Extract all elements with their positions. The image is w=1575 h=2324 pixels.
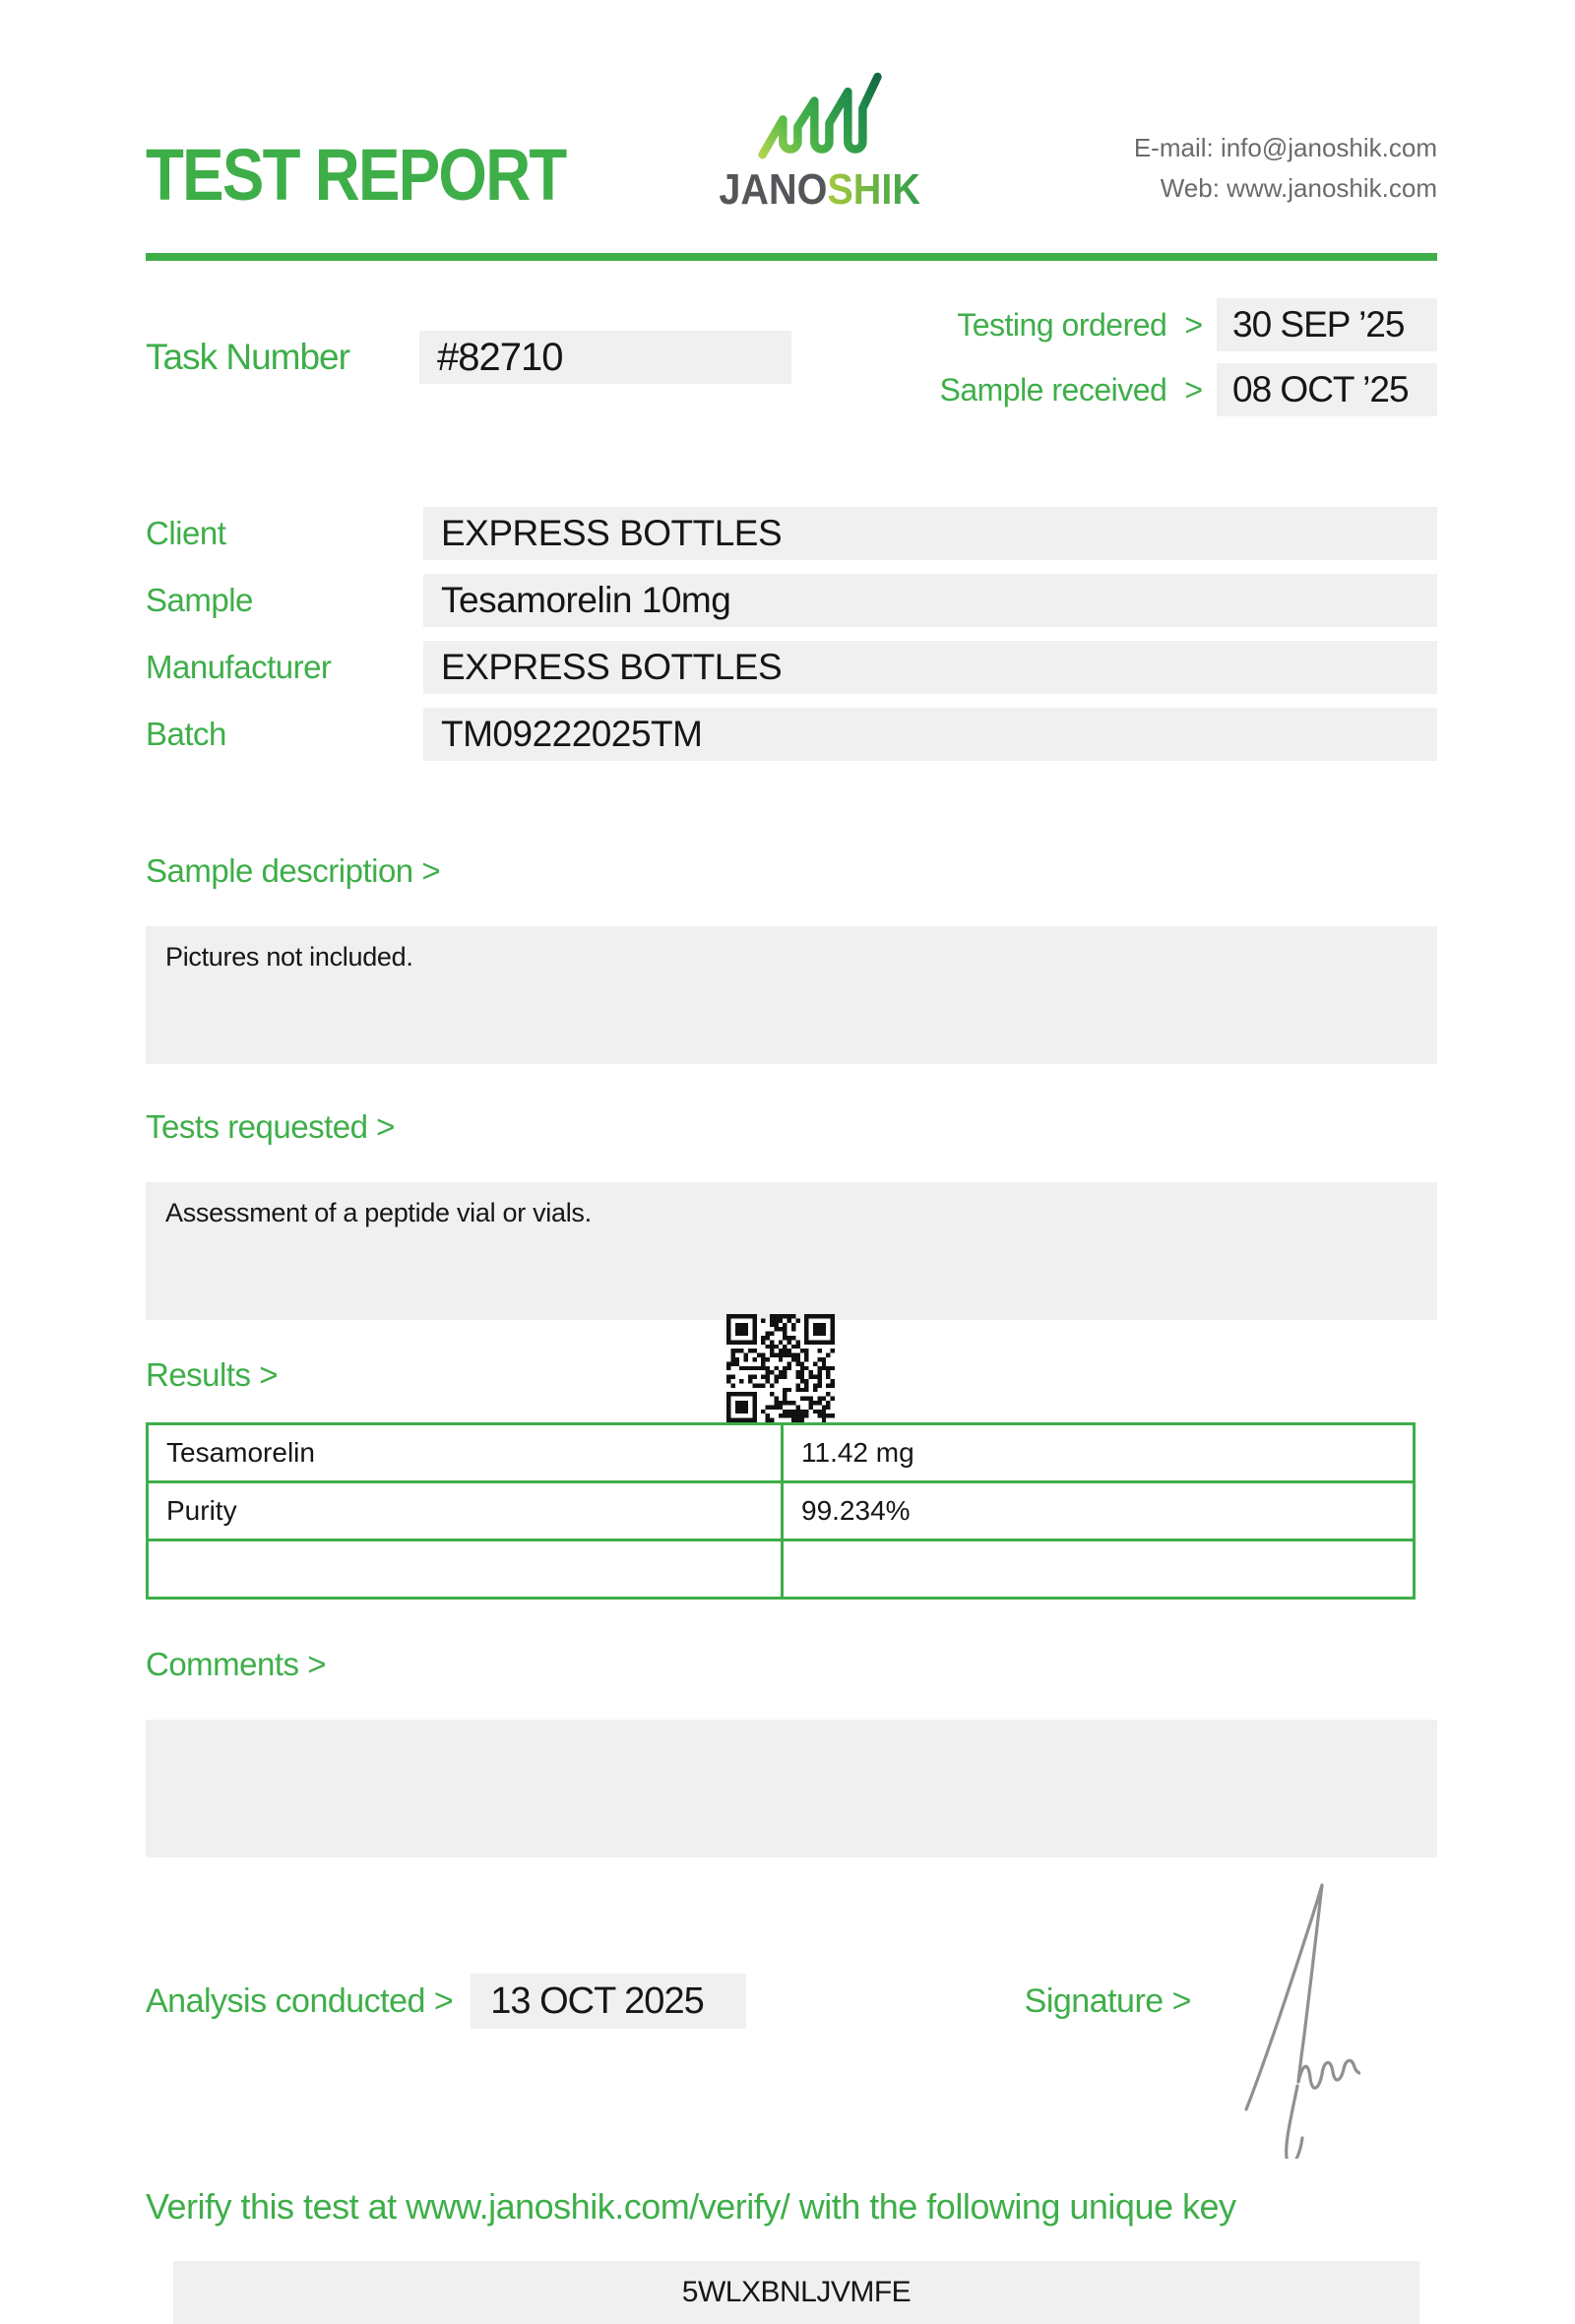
meta-row — [146, 298, 1437, 416]
result-value — [784, 1541, 1413, 1597]
tests-requested-heading: Tests requested > — [146, 1108, 395, 1145]
arrow-glyph: > — [1184, 371, 1203, 408]
sample-received-value: 08 OCT ’25 — [1217, 363, 1437, 416]
contact-info — [1134, 128, 1437, 212]
comments-heading: Comments > — [146, 1646, 326, 1682]
result-value: 11.42 mg — [801, 1437, 914, 1468]
comments-box — [146, 1720, 1437, 1857]
unique-key-value: 5WLXBNLJVMFE — [173, 2261, 1419, 2324]
sample-description-box: Pictures not included. — [146, 926, 1437, 1064]
report-header — [146, 59, 1437, 216]
header-divider — [146, 253, 1437, 261]
testing-ordered-label: Testing ordered — [957, 306, 1167, 343]
signature-label: Signature > — [1024, 1981, 1191, 2020]
dates-column — [939, 298, 1437, 416]
batch-value: TM09222025TM — [423, 708, 1437, 761]
logo-text-jano: JANO — [719, 165, 828, 214]
manufacturer-value: EXPRESS BOTTLES — [423, 641, 1437, 694]
detail-row-manufacturer — [146, 641, 1437, 694]
batch-label: Batch — [146, 716, 226, 752]
verify-instruction: Verify this test at www.janoshik.com/verify/ with the following unique key — [146, 2186, 1236, 2227]
detail-row-client — [146, 507, 1437, 560]
result-name — [149, 1541, 784, 1597]
detail-row-batch — [146, 708, 1437, 761]
result-name: Tesamorelin — [149, 1425, 784, 1480]
results-table — [146, 1422, 1416, 1600]
growth-chart-icon — [755, 71, 885, 164]
results-heading: Results > — [146, 1356, 278, 1393]
task-number-row — [146, 298, 791, 416]
manufacturer-label: Manufacturer — [146, 649, 332, 685]
contact-web: Web: www.janoshik.com — [1160, 172, 1437, 203]
sample-value: Tesamorelin 10mg — [423, 574, 1437, 627]
task-number-label: Task Number — [146, 337, 349, 377]
task-number-value: #82710 — [419, 331, 791, 384]
table-row — [149, 1425, 1413, 1483]
handwritten-signature — [1232, 1871, 1360, 2159]
sample-received-label: Sample received — [939, 371, 1167, 408]
analysis-conducted — [146, 1974, 746, 2029]
logo-wordmark — [719, 165, 921, 214]
sample-details — [146, 507, 1437, 761]
analysis-conducted-label: Analysis conducted > — [146, 1981, 454, 2020]
table-row — [149, 1483, 1413, 1541]
arrow-glyph: > — [1184, 306, 1203, 343]
testing-ordered-value: 30 SEP ’25 — [1217, 298, 1437, 351]
client-value: EXPRESS BOTTLES — [423, 507, 1437, 560]
sample-label: Sample — [146, 582, 253, 618]
sample-description-heading: Sample description > — [146, 852, 441, 889]
sample-received-row — [939, 363, 1437, 416]
results-section — [146, 1355, 1437, 1600]
tests-requested-box: Assessment of a peptide vial or vials. — [146, 1182, 1437, 1320]
result-name: Purity — [149, 1483, 784, 1539]
logo-text-shik: SHIK — [827, 165, 921, 214]
result-value: 99.234% — [801, 1495, 911, 1526]
testing-ordered-row — [939, 298, 1437, 351]
qr-code-icon — [726, 1314, 835, 1422]
contact-email: E-mail: info@janoshik.com — [1133, 133, 1437, 163]
client-label: Client — [146, 515, 226, 551]
detail-row-sample — [146, 574, 1437, 627]
analysis-signature-row — [146, 1974, 1437, 2029]
analysis-date-value: 13 OCT 2025 — [471, 1974, 746, 2029]
page-title: TEST REPORT — [146, 134, 566, 216]
table-row — [149, 1541, 1413, 1597]
janoshik-logo — [708, 71, 931, 212]
